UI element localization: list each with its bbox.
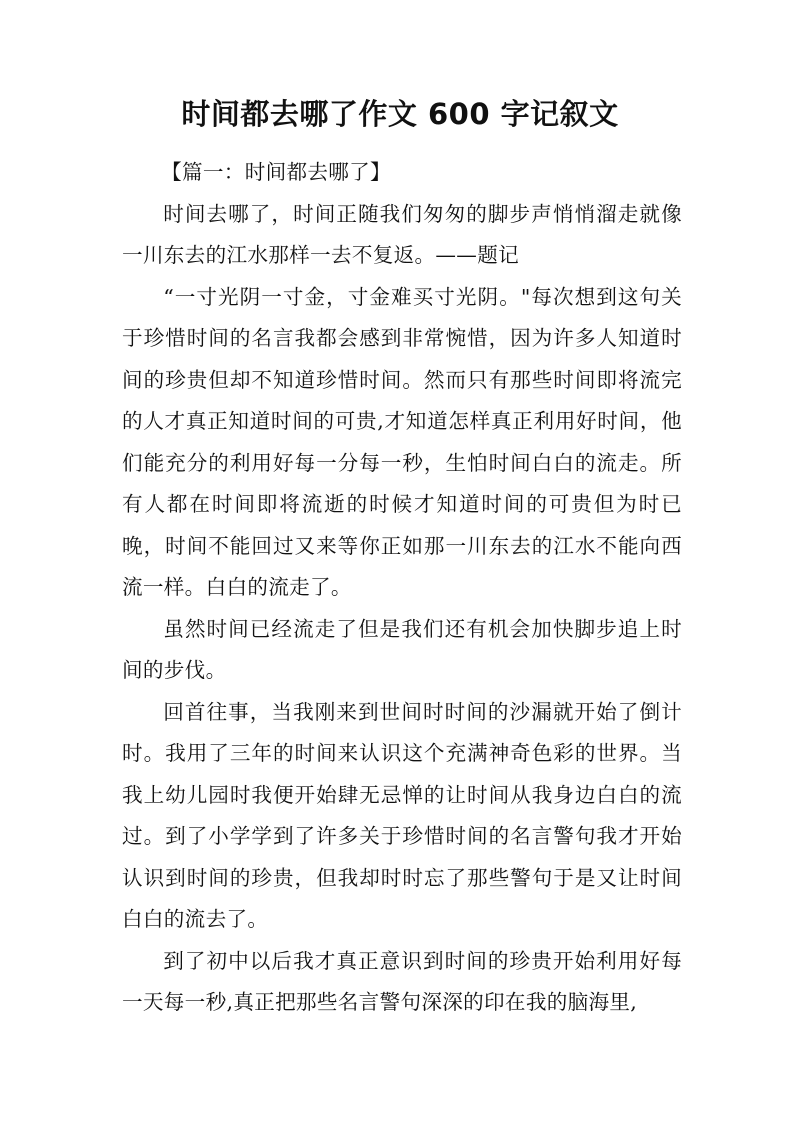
paragraph-middle-school: 到了初中以后我才真正意识到时间的珍贵开始利用好每一天每一秒,真正把那些名言警句深深的印在我的脑海里,: [122, 948, 682, 1014]
paragraph-epigraph: 时间去哪了，时间正随我们匆匆的脚步声悄悄溜走就像一川东去的江水那样一去不复返。——题记: [122, 201, 682, 267]
paragraph-recall: 回首往事，当我刚来到世间时时间的沙漏就开始了倒计时。我用了三年的时间来认识这个充满神奇色彩的世界。当我上幼儿园时我便开始肆无忌惮的让时间从我身边白白的流过。到了小学学到了许多关于珍惜时间的名言警句我才开始认识到时间的珍贵，但我却时时忘了那些警句于是又让时间白白的流去了。: [122, 699, 682, 931]
document-body: [122, 152, 682, 1024]
section-heading: 【篇一：时间都去哪了】: [161, 160, 391, 184]
paragraph-quote: “一寸光阴一寸金，寸金难买寸光阴。"每次想到这句关于珍惜时间的名言我都会感到非常惋惜，因为许多人知道时间的珍贵但却不知道珍惜时间。然而只有那些时间即将流完的人才真正知道时间的可贵,才知道怎样真正利用好时间，他们能充分的利用好每一分每一秒，生怕时间白白的流走。所有人都在时间即将流逝的时候才知道时间的可贵但为时已晚，时间不能回过又来等你正如那一川东去的江水不能向西流一样。白白的流走了。: [122, 284, 682, 599]
paragraph-catch-up: 虽然时间已经流走了但是我们还有机会加快脚步追上时间的步伐。: [122, 616, 682, 682]
document-title: 时间都去哪了作文 600 字记叙文: [181, 97, 619, 131]
